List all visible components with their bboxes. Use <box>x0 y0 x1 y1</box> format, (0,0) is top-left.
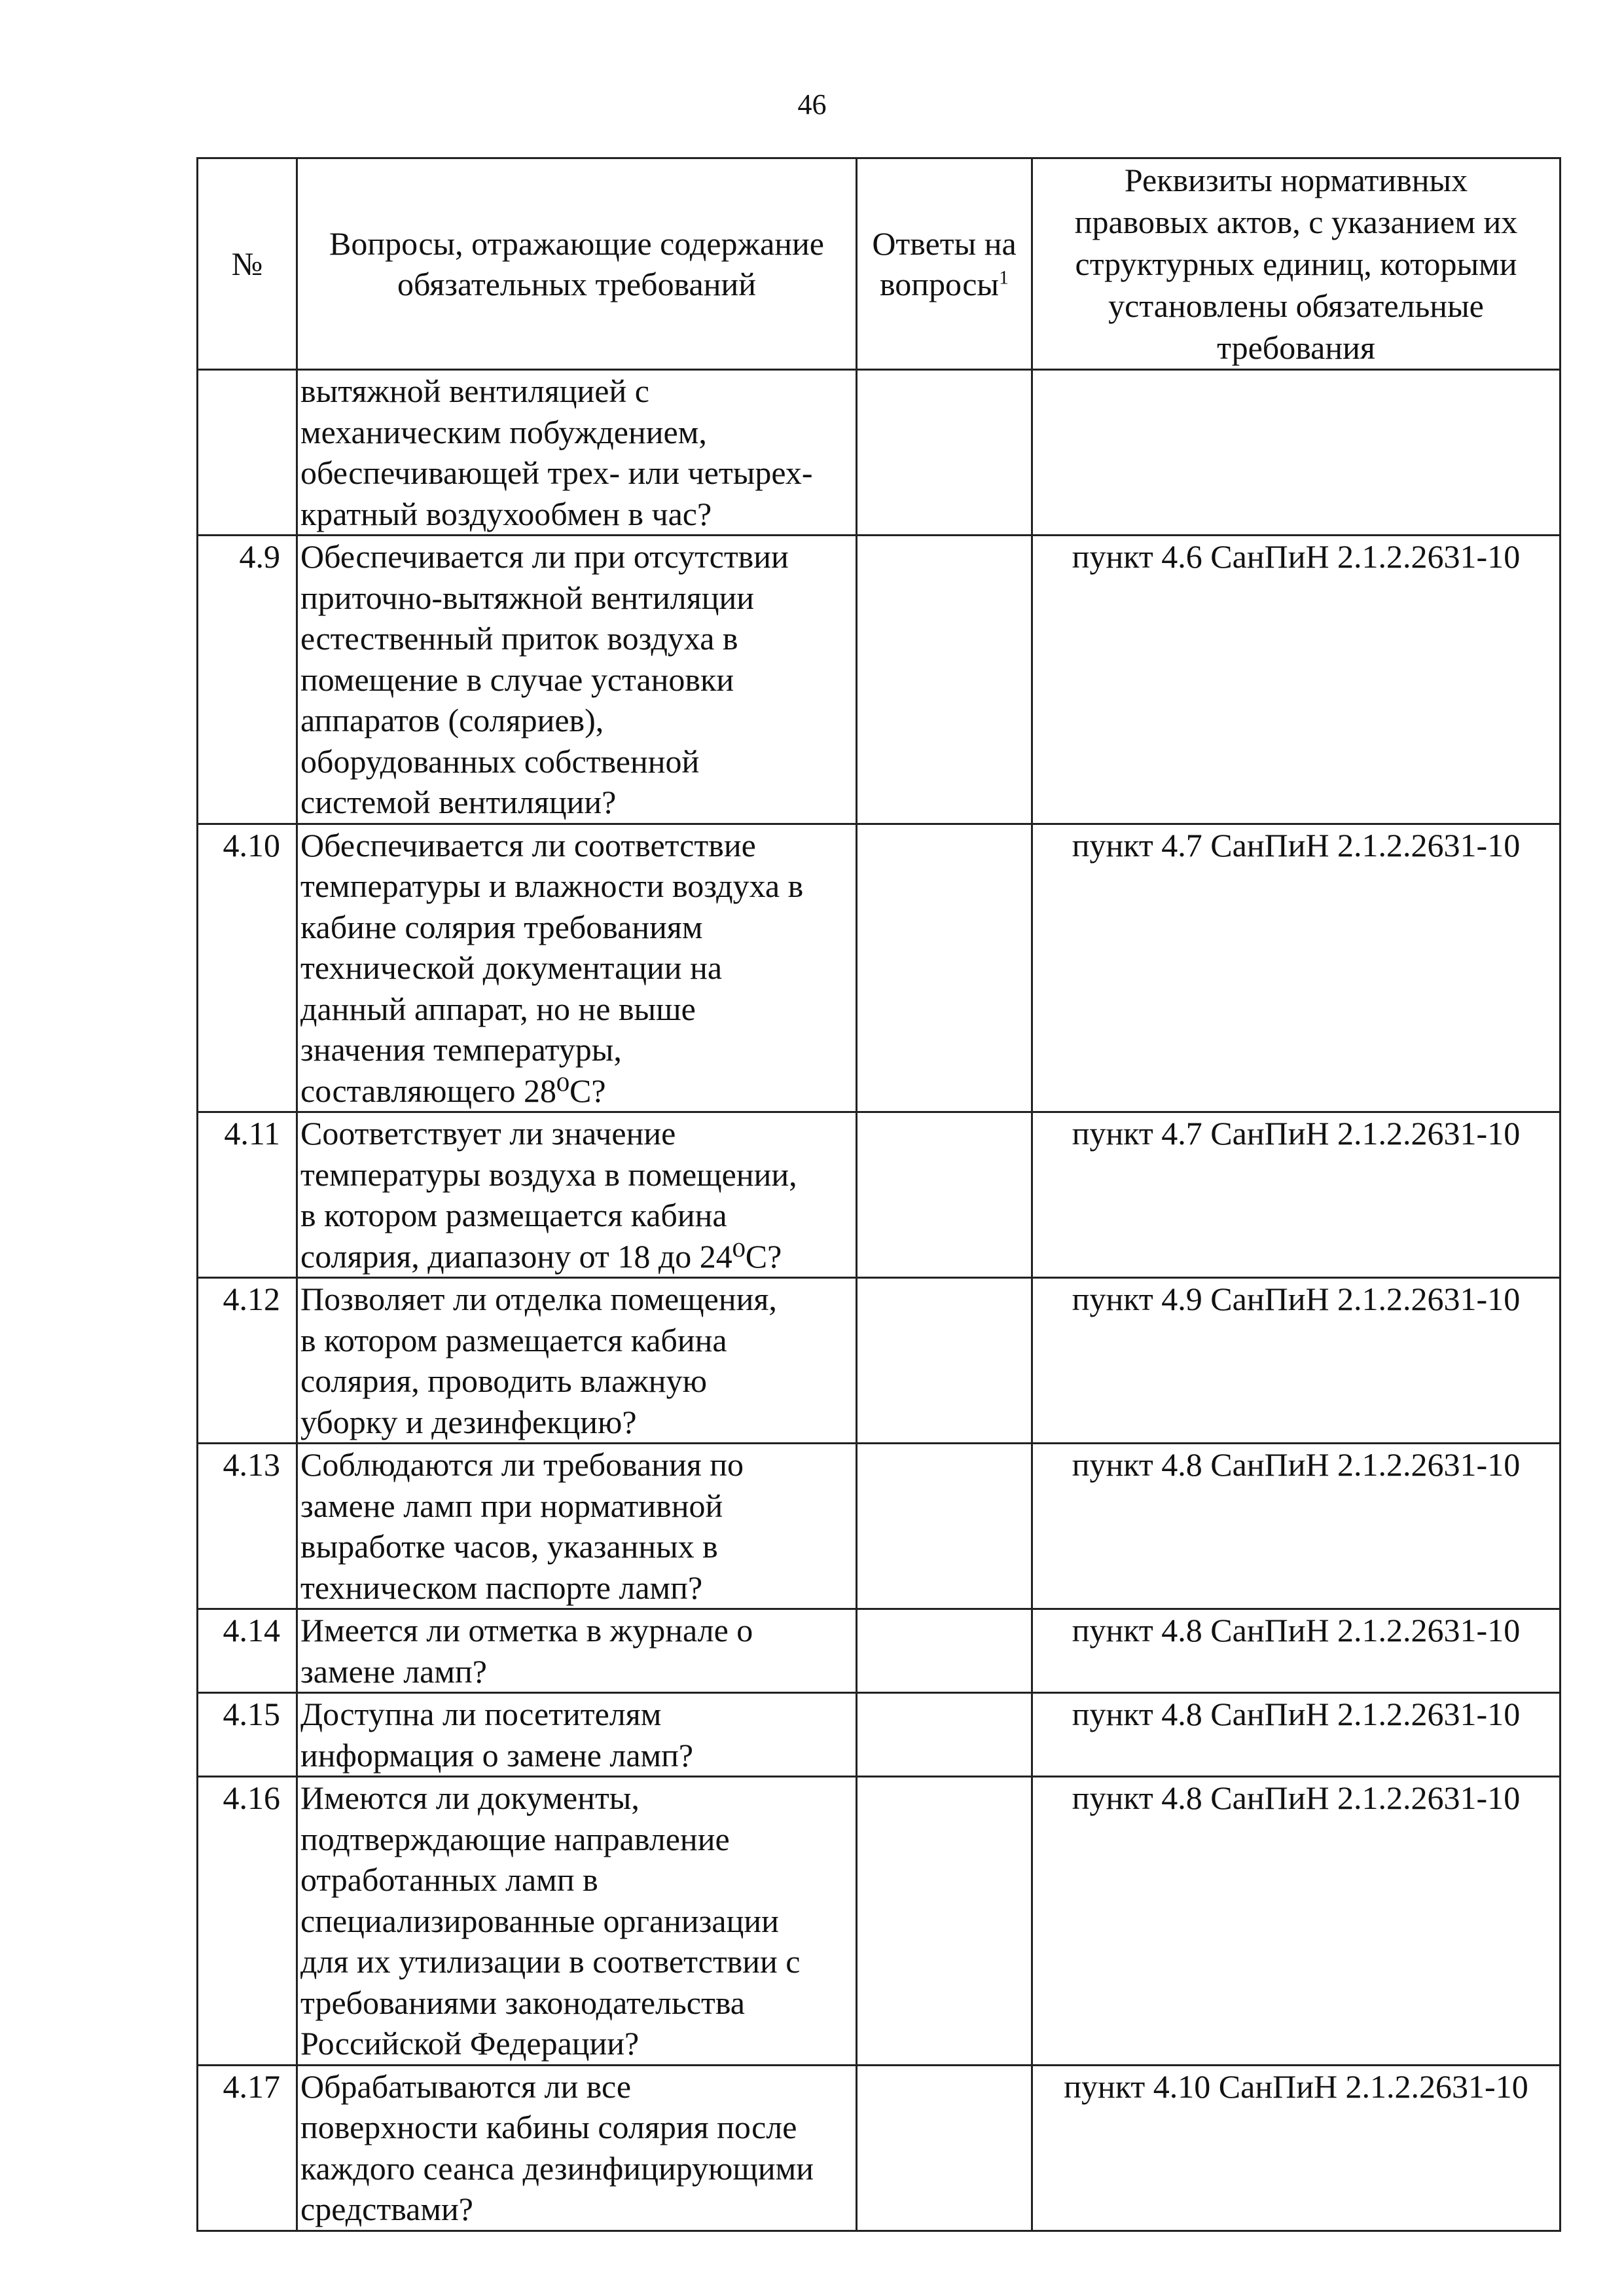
question-line: солярия, диапазону от 18 до 24⁰С? <box>300 1237 782 1275</box>
question-line: значения температуры, <box>300 1031 622 1068</box>
answer-cell[interactable] <box>857 2065 1032 2231</box>
question-line: Соответствует ли значение <box>300 1115 676 1152</box>
reference-cell: пункт 4.8 СанПиН 2.1.2.2631-10 <box>1032 1609 1561 1693</box>
question-line: помещение в случае установки <box>300 661 734 698</box>
reference-cell: пункт 4.8 СанПиН 2.1.2.2631-10 <box>1032 1693 1561 1777</box>
table-row <box>198 1278 1561 1444</box>
question-cell <box>297 370 857 536</box>
row-number: 4.15 <box>198 1693 297 1777</box>
table-row <box>198 1444 1561 1609</box>
question-line: Позволяет ли отделка помещения, <box>300 1281 777 1317</box>
question-line: вытяжной вентиляцией с <box>300 373 649 409</box>
question-line: температуры и влажности воздуха в <box>300 867 804 904</box>
question-cell <box>297 536 857 824</box>
reference-cell: пункт 4.10 СанПиН 2.1.2.2631-10 <box>1032 2065 1561 2231</box>
answer-cell[interactable] <box>857 1693 1032 1777</box>
question-cell <box>297 1112 857 1278</box>
question-line: Имеется ли отметка в журнале о <box>300 1612 753 1649</box>
table-row <box>198 1609 1561 1693</box>
row-number: 4.16 <box>198 1777 297 2066</box>
question-line: требованиями законодательства <box>300 1984 745 2021</box>
question-line: обеспечивающей трех- или четырех- <box>300 454 813 491</box>
reference-cell: пункт 4.9 СанПиН 2.1.2.2631-10 <box>1032 1278 1561 1444</box>
row-number: 4.14 <box>198 1609 297 1693</box>
row-number <box>198 370 297 536</box>
question-line: Обрабатываются ли все <box>300 2068 632 2105</box>
row-number: 4.13 <box>198 1444 297 1609</box>
table-row <box>198 1112 1561 1278</box>
question-line: кабине солярия требованиям <box>300 908 703 945</box>
question-line: приточно-вытяжной вентиляции <box>300 579 755 616</box>
answer-cell[interactable] <box>857 824 1032 1112</box>
question-cell <box>297 1693 857 1777</box>
question-cell <box>297 1444 857 1609</box>
question-line: замене ламп при нормативной <box>300 1487 723 1524</box>
question-line: солярия, проводить влажную <box>300 1362 707 1399</box>
footnote-marker: 1 <box>999 266 1009 289</box>
table-body <box>198 370 1561 2231</box>
header-answers-label: Ответы на вопросы <box>872 225 1017 302</box>
question-line: каждого сеанса дезинфицирующими <box>300 2149 814 2187</box>
question-line: кратный воздухообмен в час? <box>300 495 712 532</box>
header-num: № <box>198 158 297 370</box>
answer-cell[interactable] <box>857 1278 1032 1444</box>
question-cell <box>297 824 857 1112</box>
table-row <box>198 1693 1561 1777</box>
answer-cell[interactable] <box>857 1444 1032 1609</box>
reference-cell: пункт 4.6 СанПиН 2.1.2.2631-10 <box>1032 536 1561 824</box>
header-questions: Вопросы, отражающие содержание обязательных требований <box>297 158 857 370</box>
answer-cell[interactable] <box>857 370 1032 536</box>
question-line: технической документации на <box>300 949 723 986</box>
question-line: выработке часов, указанных в <box>300 1528 718 1565</box>
requirements-table <box>196 157 1561 2232</box>
table-row <box>198 1777 1561 2066</box>
question-line: специализированные организации <box>300 1902 779 1939</box>
row-number: 4.10 <box>198 824 297 1112</box>
row-number: 4.9 <box>198 536 297 824</box>
header-answers <box>857 158 1032 370</box>
question-line: температуры воздуха в помещении, <box>300 1156 797 1193</box>
answer-cell[interactable] <box>857 1112 1032 1278</box>
question-line: аппаратов (соляриев), <box>300 702 604 738</box>
question-line: подтверждающие направление <box>300 1820 730 1857</box>
question-line: Российской Федерации? <box>300 2025 640 2062</box>
question-line: техническом паспорте ламп? <box>300 1569 703 1606</box>
question-line: поверхности кабины солярия после <box>300 2109 797 2145</box>
header-references: Реквизиты нормативных правовых актов, с указанием их структурных единиц, которыми установлены обязательные требования <box>1032 158 1561 370</box>
question-line: Соблюдаются ли требования по <box>300 1446 744 1483</box>
answer-cell[interactable] <box>857 1609 1032 1693</box>
question-line: Обеспечивается ли при отсутствии <box>300 538 789 575</box>
question-line: данный аппарат, но не выше <box>300 990 696 1027</box>
question-line: средствами? <box>300 2191 473 2227</box>
question-line: замене ламп? <box>300 1652 487 1690</box>
answer-cell[interactable] <box>857 536 1032 824</box>
question-cell <box>297 2065 857 2231</box>
reference-cell: пункт 4.7 СанПиН 2.1.2.2631-10 <box>1032 824 1561 1112</box>
question-line: естественный приток воздуха в <box>300 620 738 657</box>
reference-cell: пункт 4.8 СанПиН 2.1.2.2631-10 <box>1032 1777 1561 2066</box>
reference-cell: пункт 4.7 СанПиН 2.1.2.2631-10 <box>1032 1112 1561 1278</box>
question-line: в котором размещается кабина <box>300 1321 727 1358</box>
question-cell <box>297 1777 857 2066</box>
table-row <box>198 536 1561 824</box>
table-header <box>198 158 1561 370</box>
table-row <box>198 824 1561 1112</box>
row-number: 4.11 <box>198 1112 297 1278</box>
question-line: уборку и дезинфекцию? <box>300 1403 637 1440</box>
question-cell <box>297 1278 857 1444</box>
question-line: Имеются ли документы, <box>300 1779 640 1816</box>
row-number: 4.17 <box>198 2065 297 2231</box>
table-row <box>198 370 1561 536</box>
reference-cell: пункт 4.8 СанПиН 2.1.2.2631-10 <box>1032 1444 1561 1609</box>
question-line: в котором размещается кабина <box>300 1197 727 1233</box>
question-line: Обеспечивается ли соответствие <box>300 826 756 864</box>
question-line: Доступна ли посетителям <box>300 1696 662 1732</box>
question-line: механическим побуждением, <box>300 413 707 450</box>
question-line: для их утилизации в соответствии с <box>300 1943 801 1980</box>
question-line: информация о замене ламп? <box>300 1736 694 1774</box>
row-number: 4.12 <box>198 1278 297 1444</box>
question-line: отработанных ламп в <box>300 1861 598 1898</box>
question-line: составляющего 28⁰С? <box>300 1072 606 1109</box>
table-row <box>198 2065 1561 2231</box>
question-line: оборудованных собственной <box>300 742 700 780</box>
answer-cell[interactable] <box>857 1777 1032 2066</box>
reference-cell <box>1032 370 1561 536</box>
question-cell <box>297 1609 857 1693</box>
page-number: 46 <box>797 88 827 120</box>
question-line: системой вентиляции? <box>300 784 617 820</box>
